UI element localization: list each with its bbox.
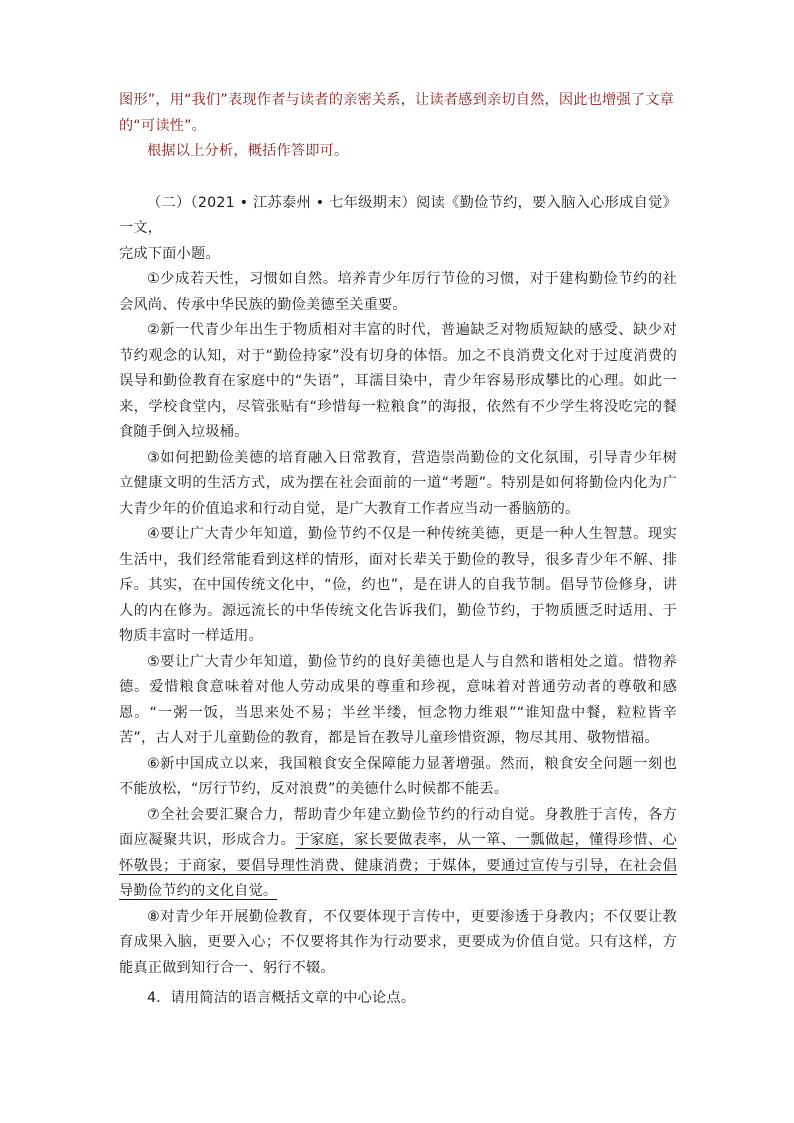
paragraph-7-underlined-sentence: 于家庭，家长要做表率，从一箪、一瓢做起，懂得珍惜、心怀敬畏；于商家，要倡导理性消费、健康消费；于媒体，要通过宣传与引导，在社会倡导勤俭节约的文化自觉。 xyxy=(119,832,678,899)
paragraph-4: ④要让广大青少年知道，勤俭节约不仅是一种传统美德，更是一种人生智慧。现实生活中，我们经常能看到这样的情形，面对长辈关于勤俭的教导，很多青少年不解、排斥。其实，在中国传统文化中，“俭，约也”，是在讲人的自我节制。倡导节俭修身，讲人的内在修为。源远流长的中华传统文化告诉我们，勤俭节约，于物质匮乏时适用、于物质丰富时一样适用。 xyxy=(119,526,677,644)
answer-summary: 根据以上分析，概括作答即可。 xyxy=(147,143,349,159)
answer-analysis-text xyxy=(119,88,677,139)
paragraph-3: ③如何把勤俭美德的培育融入日常教育，营造崇尚勤俭的文化氛围，引导青少年树立健康文明的生活方式，成为摆在社会面前的一道“考题”。特别是如何将勤俭内化为广大青少年的价值追求和行动自觉，是广大教育工作者应当动一番脑筋的。 xyxy=(119,449,677,517)
paragraph-5: ⑤要让广大青少年知道，勤俭节约的良好美德也是人与自然和谐相处之道。惜物养德。爱惜粮食意味着对他人劳动成果的尊重和珍视，意味着对普通劳动者的尊敬和感恩。“一粥一饭，当思来处不易；半丝半缕，恒念物力维艰”“谁知盘中餐，粒粒皆辛苦”，古人对于儿童勤俭的教育，都是旨在教导儿童珍惜资源，物尽其用、敬物惜福。 xyxy=(119,653,677,746)
question-4: 4．请用简洁的语言概括文章的中心论点。 xyxy=(147,990,416,1006)
paragraph-7-plain: ⑦全社会要汇聚合力，帮助青少年建立勤俭节约的行动自觉。身教胜于言传，各方面应凝聚共识，形成合力。 xyxy=(119,806,677,848)
paragraph-8: ⑧对青少年开展勤俭教育，不仅要体现于言传中，更要渗透于身教内；不仅要让教育成果入脑，更要入心；不仅要将其作为行动要求，更要成为价值自觉。只有这样，方能真正做到知行合一、躬行不辍。 xyxy=(119,908,677,976)
answer-analysis-line-2: 的“可读性”。 xyxy=(119,117,207,134)
answer-analysis-line-1: 图形”，用“我们”表现作者与读者的亲密关系，让读者感到亲切自然，因此也增强了文章 xyxy=(119,92,674,108)
section-header-line-2: 完成下面小题。 xyxy=(119,245,220,262)
paragraph-2: ②新一代青少年出生于物质相对丰富的时代，普遍缺乏对物质短缺的感受、缺少对节约观念的认知，对于“勤俭持家”没有切身的体悟。加之不良消费文化对于过度消费的误导和勤俭教育在家庭中的“失语”，耳濡目染中，青少年容易形成攀比的心理。如此一来，学校食堂内，尽管张贴有“珍惜每一粒粮食”的海报，依然有不少学生将没吃完的餐食随手倒入垃圾桶。 xyxy=(119,322,677,440)
paragraph-6: ⑥新中国成立以来，我国粮食安全保障能力显著增强。然而，粮食安全问题一刻也不能放松，“厉行节约，反对浪费”的美德什么时候都不能丢。 xyxy=(119,755,677,797)
section-header-line-1: （二）（2021 • 江苏泰州 • 七年级期末）阅读《勤俭节约，要入脑入心形成自觉》一文， xyxy=(119,194,677,236)
section-header xyxy=(119,191,677,268)
paragraph-7 xyxy=(119,803,677,905)
document-page xyxy=(119,88,677,1012)
paragraph-1: ①少成若天性，习惯如自然。培养青少年厉行节俭的习惯，对于建构勤俭节约的社会风尚、传承中华民族的勤俭美德至关重要。 xyxy=(119,271,677,313)
